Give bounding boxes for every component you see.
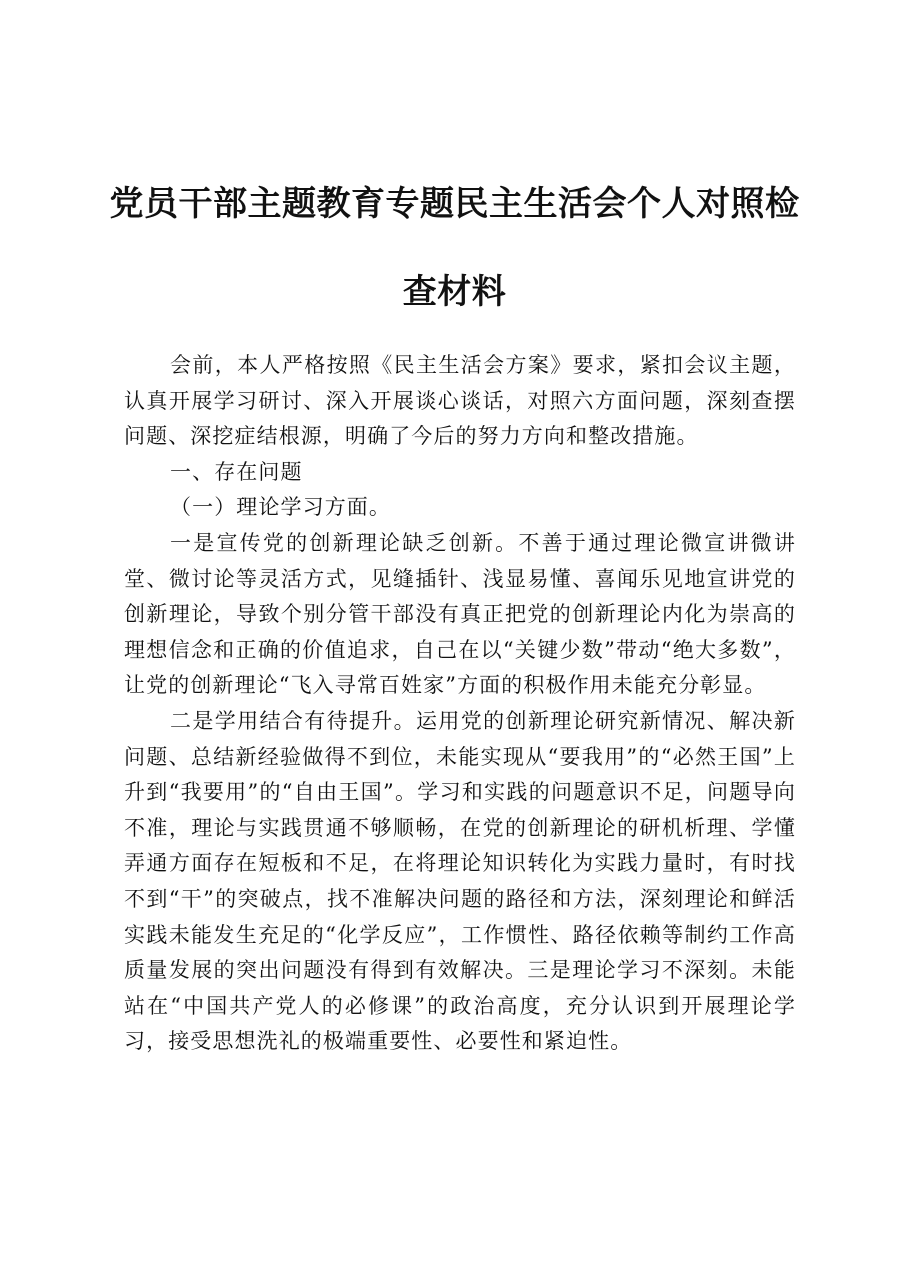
document-body	[124, 348, 796, 1060]
subsection-heading: （一）理论学习方面。	[170, 495, 391, 520]
section-heading: 一、存在问题	[170, 459, 303, 484]
paragraph-intro: 会前，本人严格按照《民主生活会方案》要求，紧扣会议主题，认真开展学习研讨、深入开展谈心谈话，对照六方面问题，深刻查摆问题、深挖症结根源，明确了今后的努力方向和整改措施。	[124, 353, 796, 449]
document-title: 党员干部主题教育专题民主生活会个人对照检查材料	[109, 184, 800, 312]
paragraph-point-2: 二是学用结合有待提升。运用党的创新理论研究新情况、解决新问题、总结新经验做得不到位，未能实现从“要我用”的“必然王国”上升到“我要用”的“自由王国”。学习和实践的问题意识不足，问题导向不准，理论与实践贯通不够顺畅，在党的创新理论的研机析理、学懂弄通方面存在短板和不足，在将理论知识转化为实践力量时，有时找不到“干”的突破点，找不准解决问题的路径和方法，深刻理论和鲜活实践未能发生充足的“化学反应”，工作惯性、路径依赖等制约工作高质量发展的突出问题没有得到有效解决。三是理论学习不深刻。未能站在“中国共产党人的必修课”的政治高度，充分认识到开展理论学习，接受思想洗礼的极端重要性、必要性和紧迫性。	[124, 708, 796, 1054]
paragraph-point-1: 一是宣传党的创新理论缺乏创新。不善于通过理论微宣讲微讲堂、微讨论等灵活方式，见缝插针、浅显易懂、喜闻乐见地宣讲党的创新理论，导致个别分管干部没有真正把党的创新理论内化为崇高的理想信念和正确的价值追求，自己在以“关键少数”带动“绝大多数”，让党的创新理论“飞入寻常百姓家”方面的积极作用未能充分彰显。	[124, 530, 796, 698]
